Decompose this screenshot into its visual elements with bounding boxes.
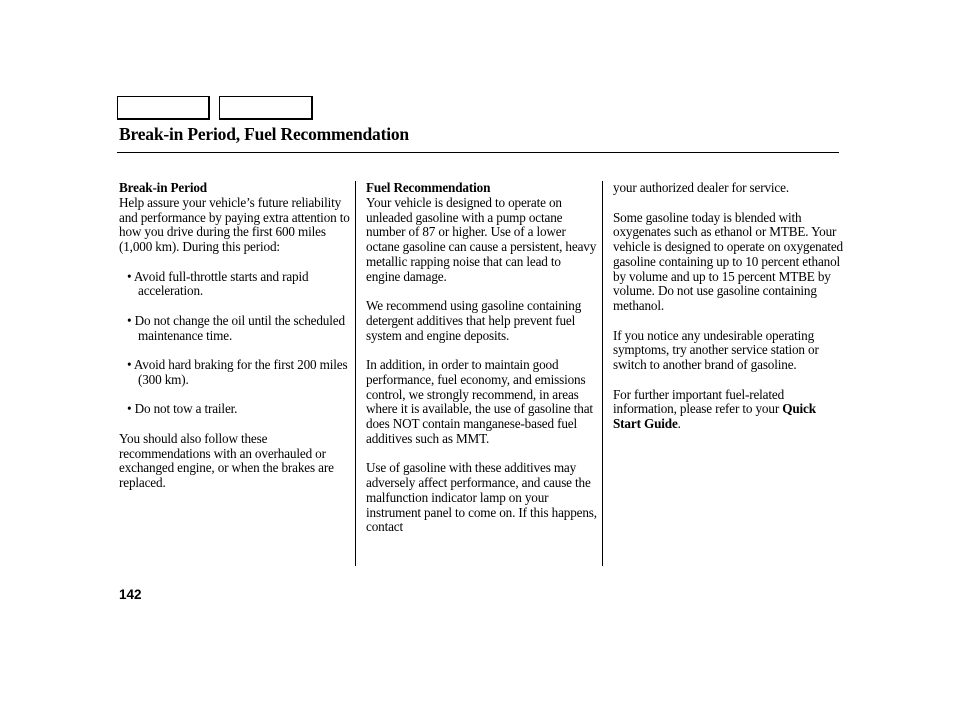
list-item: • Do not change the oil until the scheduled maintenance time.: [127, 312, 345, 343]
nav-button-next[interactable]: [219, 96, 313, 120]
list-item: • Avoid full-throttle starts and rapid acceleration.: [127, 268, 309, 299]
page-number: 142: [119, 587, 142, 602]
page-title: Break-in Period, Fuel Recommendation: [119, 124, 409, 144]
fuel-paragraph-1-text: Your vehicle is designed to operate on unleaded gasoline with a pump octane number of 87 or higher. Use of a lower octane gasoline can cause a persistent, heavy metallic rapping noise that can lead to engine damage.: [366, 194, 597, 284]
break-in-heading: Break-in Period: [119, 180, 207, 195]
break-in-closing: You should also follow these recommendations with an overhauled or exchanged engine, or when the brakes are replaced.: [119, 430, 334, 490]
column-fuel: [366, 181, 598, 550]
list-item: • Do not tow a trailer.: [127, 401, 238, 417]
fuel-paragraph-8: [613, 388, 845, 432]
column-fuel-continued: [613, 181, 845, 447]
column-divider-1: [355, 181, 356, 566]
fuel-paragraph-4: Use of gasoline with these additives may adversely affect performance, and cause the malfunction indicator lamp on your instrument panel to come on. If this happens, contact: [366, 460, 597, 535]
fuel-paragraph-8-end: .: [677, 416, 681, 431]
fuel-paragraph-7: If you notice any undesirable operating symptoms, try another service station or switch to another brand of gasoline.: [613, 327, 819, 372]
fuel-paragraph-3: In addition, in order to maintain good performance, fuel economy, and emissions control, we strongly recommend, in areas where it is available, the use of gasoline that does NOT contain manganese-based fuel additives such as MMT.: [366, 357, 593, 446]
fuel-heading: Fuel Recommendation: [366, 180, 491, 195]
title-divider: [117, 152, 839, 153]
break-in-bullet-list: [119, 270, 351, 418]
list-item: • Avoid hard braking for the first 200 miles (300 km).: [127, 357, 348, 387]
column-divider-2: [602, 181, 603, 566]
fuel-paragraph-2: We recommend using gasoline containing detergent additives that help prevent fuel system and engine deposits.: [366, 298, 582, 343]
quick-start-guide-reference: Quick Start Guide: [613, 401, 816, 431]
nav-button-previous[interactable]: [117, 96, 210, 120]
fuel-paragraph-6: Some gasoline today is blended with oxygenates such as ethanol or MTBE. Your vehicle is designed to operate on oxygenated gasoline containing up to 10 percent ethanol by volume and up to 15 percent MTBE by volume. Do not use gasoline containing methanol.: [613, 209, 843, 313]
break-in-intro: [119, 181, 351, 255]
column-break-in: [119, 181, 351, 506]
break-in-intro-text: Help assure your vehicle’s future reliability and performance by paying extra attention to how you drive during the first 600 miles (1,000 km). During this period:: [119, 194, 350, 254]
fuel-paragraph-5: your authorized dealer for service.: [613, 180, 789, 195]
fuel-paragraph-8-text: For further important fuel-related information, please refer to your: [613, 386, 785, 417]
fuel-paragraph-1: [366, 181, 598, 284]
